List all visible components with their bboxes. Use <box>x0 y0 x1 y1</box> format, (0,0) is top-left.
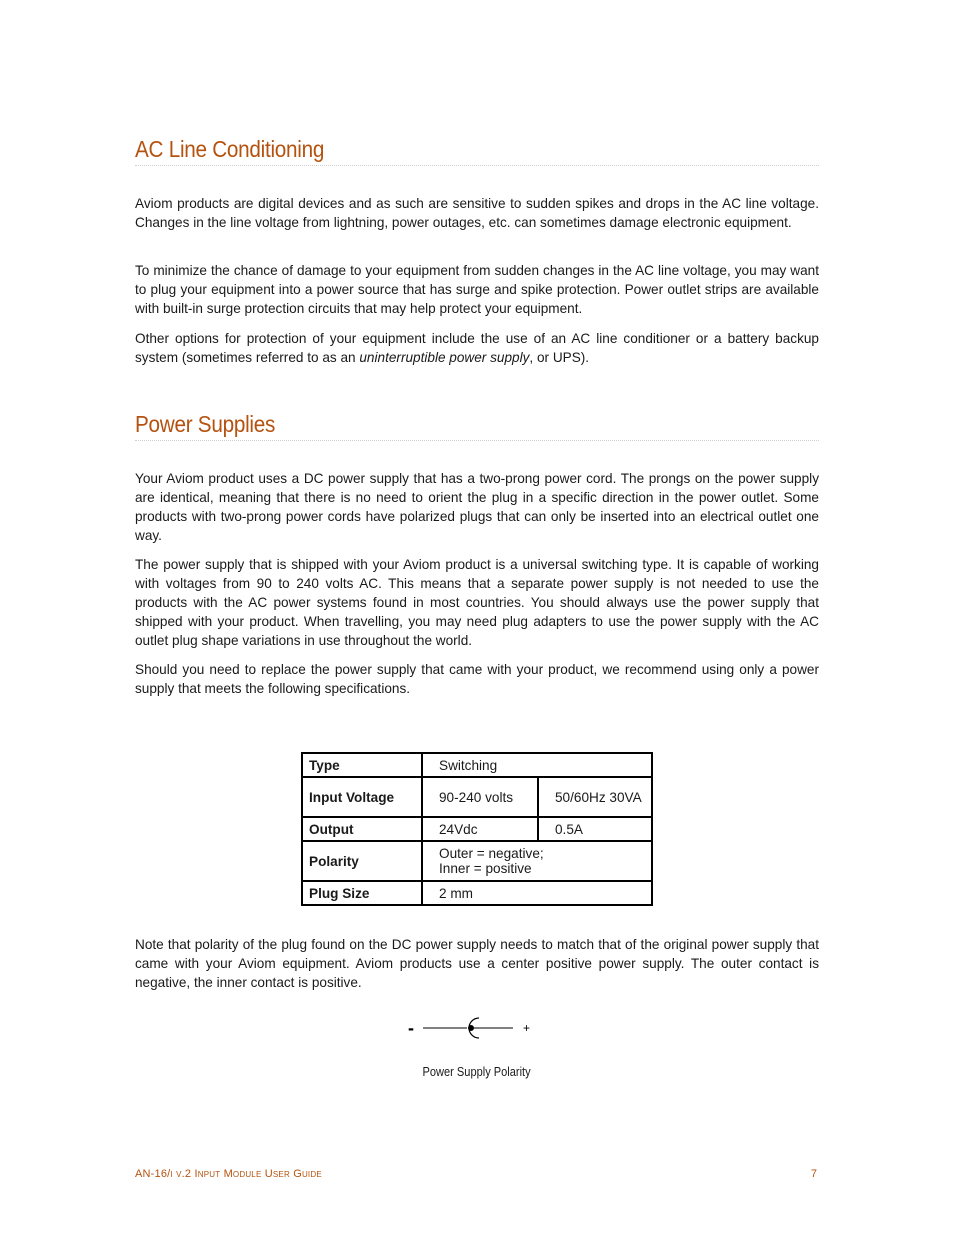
doc-code: AN-16/ <box>135 1168 171 1180</box>
table-cell: Switching <box>422 753 652 777</box>
italic-term: uninterruptible power supply <box>359 350 530 365</box>
table-cell: 0.5A <box>538 817 652 841</box>
section-heading-ac-line: AC Line Conditioning <box>135 136 325 162</box>
table-cell: 2 mm <box>422 881 652 905</box>
table-row <box>302 753 652 777</box>
paragraph: Your Aviom product uses a DC power supply that has a two-prong power cord. The prongs on the power supply are identical, meaning that there is no need to orient the plug in a specific direction in the power outlet. Some products with two-prong power cords have polarized plugs that can only be inserted into an electrical outlet one way. <box>135 471 819 543</box>
center-pin <box>468 1025 474 1031</box>
table-label: Output <box>302 817 422 841</box>
paragraph: Aviom products are digital devices and as such are sensitive to sudden spikes and drops in the AC line voltage. Changes in the line voltage from lightning, power outages, etc. can sometimes damage electronic equipment. <box>135 196 819 230</box>
table-cell: 24Vdc <box>422 817 538 841</box>
caption-text: Power Supply Polarity <box>422 1064 532 1079</box>
doc-title: i v.2 Input Module User Guide <box>170 1168 322 1180</box>
table-cell: Outer = negative; Inner = positive <box>422 841 652 881</box>
table-row <box>302 841 652 881</box>
table-row <box>302 777 652 817</box>
footer-title <box>135 1168 322 1180</box>
text-run: , or UPS). <box>529 350 590 365</box>
heading-rule <box>135 440 819 441</box>
paragraph: To minimize the chance of damage to your equipment from sudden changes in the AC line voltage, you may want to plug your equipment into a power source that has surge and spike protection. Power outlet strips are available with built-in surge protection circuits that may help protect your equipment. <box>135 263 819 316</box>
table-cell: 90-240 volts <box>422 777 538 817</box>
spec-table <box>301 752 653 906</box>
text-run: Other options for protection of your equipment include the use of an AC line conditioner or a battery backup system (sometimes referred to as an <box>135 331 819 365</box>
table-label: Input Voltage <box>302 777 422 817</box>
table-label: Type <box>302 753 422 777</box>
heading-rule <box>135 165 819 166</box>
diagram-caption <box>135 1064 819 1079</box>
table-label: Polarity <box>302 841 422 881</box>
paragraph: The power supply that is shipped with your Aviom product is a universal switching type. It is capable of working with voltages from 90 to 240 volts AC. This means that a separate power supply is not needed to use the products with the AC power systems found in most countries. You should always use the power supply that shipped with your product. When travelling, you may need plug adapters to use the power supply with the AC outlet plug shape variations in use throughout the world. <box>135 557 819 648</box>
paragraph: Should you need to replace the power supply that came with your product, we recommend using only a power supply that meets the following specifications. <box>135 662 819 696</box>
table-row <box>302 817 652 841</box>
table-cell: 50/60Hz 30VA <box>538 777 652 817</box>
polarity-diagram <box>405 1012 545 1044</box>
paragraph-ups <box>135 329 819 367</box>
paragraph-note: Note that polarity of the plug found on the DC power supply needs to match that of the original power supply that came with your Aviom equipment. Aviom products use a center positive power supply. The outer contact is negative, the inner contact is positive. <box>135 937 819 990</box>
table-row <box>302 881 652 905</box>
minus-symbol: - <box>408 1018 414 1038</box>
plus-symbol: + <box>523 1021 531 1035</box>
table-label: Plug Size <box>302 881 422 905</box>
section-heading-power-supplies: Power Supplies <box>135 411 276 437</box>
page-number: 7 <box>810 1168 817 1180</box>
